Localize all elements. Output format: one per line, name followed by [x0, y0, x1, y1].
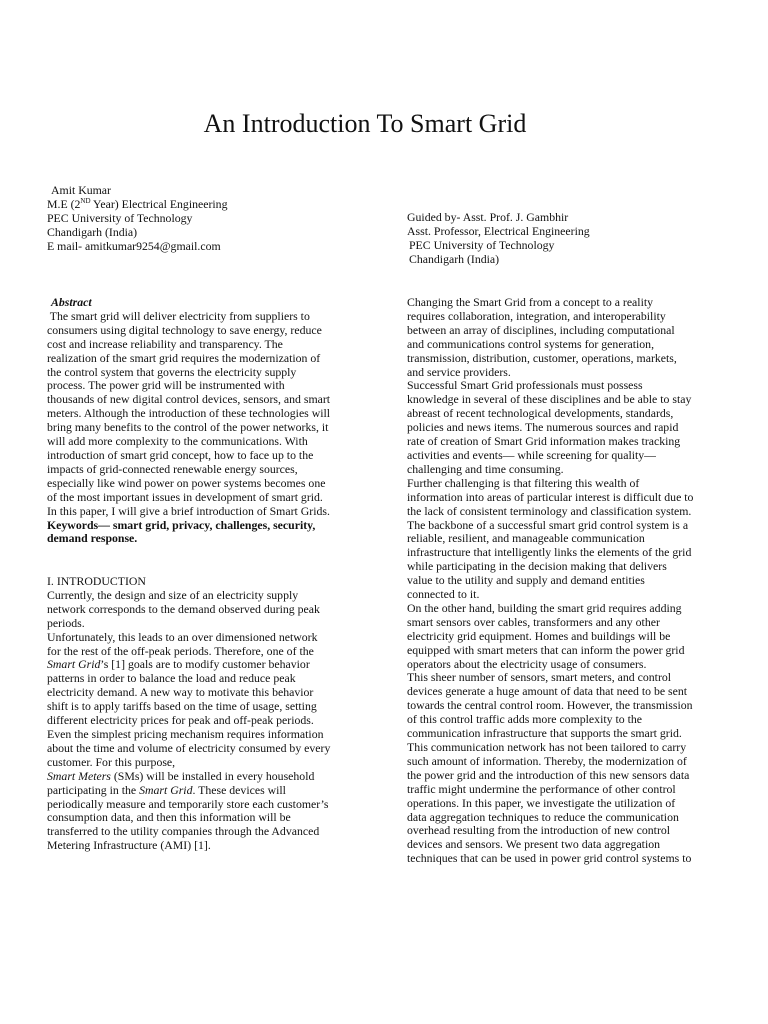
- abstract-section: [47, 296, 347, 546]
- text-line: equipped with smart meters that can inform the power grid: [407, 642, 685, 657]
- introduction-section: [47, 575, 347, 853]
- guide-name: Guided by- Asst. Prof. J. Gambhir: [407, 210, 569, 224]
- text-line: traffic might undermine the performance of other control: [407, 781, 676, 796]
- text-line: impacts of grid-connected renewable energy sources,: [47, 461, 298, 476]
- right-column: [407, 296, 727, 866]
- text-line: Metering Infrastructure (AMI) [1].: [47, 838, 211, 853]
- text-line: challenging and time consuming.: [407, 461, 564, 476]
- text-line: will add more complexity to the communications. With: [47, 434, 308, 449]
- text-line: towards the central control room. However, the transmission: [407, 698, 693, 713]
- author-block: [47, 184, 347, 254]
- text-line: On the other hand, building the smart grid requires adding: [407, 600, 682, 615]
- introduction-body: [47, 589, 347, 659]
- text-line: process. The power grid will be instrumented with: [47, 378, 285, 393]
- text-line: communication infrastructure that supports the smart grid.: [407, 726, 682, 741]
- text-line: Successful Smart Grid professionals must possess: [407, 378, 643, 393]
- text-line: transmission, distribution, customer, operations, markets,: [407, 350, 677, 365]
- text-line: operators about the electricity usage of consumers.: [407, 656, 647, 671]
- text-line: Unfortunately, this leads to an over dimensioned network: [47, 629, 318, 644]
- text-line: Even the simplest pricing mechanism requires information: [47, 726, 324, 741]
- text-line: transferred to the utility companies through the Advanced: [47, 824, 320, 839]
- text-line: customer. For this purpose,: [47, 754, 176, 769]
- text-line: knowledge in several of these disciplines and be able to stay: [407, 392, 692, 407]
- abstract-heading: Abstract: [51, 295, 92, 309]
- text-line: the lack of consistent terminology and classification system.: [407, 503, 692, 518]
- text-line: abreast of recent technological developments, standards,: [407, 406, 674, 421]
- text-line: operations. In this paper, we investigate the utilization of: [407, 795, 676, 810]
- text-line: overhead resulting from the introduction of new control: [407, 823, 671, 838]
- text-line: realization of the smart grid requires the modernization of: [47, 350, 321, 365]
- text-line: bring many benefits to the control of the power networks, it: [47, 420, 329, 435]
- right-column-body: [407, 296, 727, 866]
- text-line: of the most important issues in development of smart grid.: [47, 489, 323, 504]
- text-line: The smart grid will deliver electricity from suppliers to: [47, 308, 310, 323]
- text-line: This sheer number of sensors, smart meters, and control: [407, 670, 672, 685]
- text-line: participating in the Smart Grid. These devices will: [47, 782, 286, 797]
- text-line: activities and events— while screening for quality—: [407, 447, 656, 462]
- text-line: information into areas of particular interest is difficult due to: [407, 489, 694, 504]
- text-line: of this control traffic adds more complexity to the: [407, 712, 643, 727]
- text-line: Smart Grid’s [1] goals are to modify customer behavior: [47, 657, 310, 672]
- text-line: introduction of smart grid concept, how to face up to the: [47, 447, 314, 462]
- text-line: especially like wind power on power systems becomes one: [47, 475, 326, 490]
- text-line: electricity demand. A new way to motivate this behavior: [47, 685, 314, 700]
- text-line: about the time and volume of electricity consumed by every: [47, 740, 331, 755]
- text-line: between an array of disciplines, including computational: [407, 322, 675, 337]
- guide-university: PEC University of Technology: [409, 237, 555, 252]
- text-line: shift is to apply tariffs based on the time of usage, setting: [47, 699, 317, 714]
- introduction-heading: I. INTRODUCTION: [47, 574, 146, 588]
- text-line: devices generate a huge amount of data that need to be sent: [407, 684, 688, 699]
- guide-city: Chandigarh (India): [409, 251, 500, 266]
- text-line: meters. Although the introduction of these technologies will: [47, 406, 331, 421]
- author-name: Amit Kumar: [51, 183, 111, 197]
- author-university: PEC University of Technology: [47, 210, 193, 225]
- text-line: policies and news items. The numerous sources and rapid: [407, 420, 679, 435]
- text-line: Changing the Smart Grid from a concept to a reality: [407, 295, 654, 309]
- author-city: Chandigarh (India): [47, 224, 138, 239]
- text-line: consumers using digital technology to save energy, reduce: [47, 322, 322, 337]
- text-line: and communications control systems for generation,: [407, 336, 655, 351]
- text-line: network corresponds to the demand observed during peak: [47, 601, 320, 616]
- text-line: for the rest of the off-peak periods. Therefore, one of the: [47, 643, 314, 658]
- keywords-line: demand response.: [47, 531, 138, 546]
- author-email: E mail- amitkumar9254@gmail.com: [47, 238, 221, 253]
- text-line: Further challenging is that filtering this wealth of: [407, 475, 640, 490]
- guide-block: [407, 211, 727, 267]
- text-line: value to the utility and supply and demand entities: [407, 573, 645, 588]
- text-line: smart sensors over cables, transformers and any other: [407, 614, 660, 629]
- guide-title: Asst. Professor, Electrical Engineering: [407, 223, 590, 238]
- text-line: techniques that can be used in power grid control systems to: [407, 851, 692, 866]
- keywords-line: Keywords— smart grid, privacy, challenges, security,: [47, 517, 316, 532]
- text-line: devices and sensors. We present two data aggregation: [407, 837, 661, 852]
- introduction-body: [47, 798, 347, 854]
- text-line: requires collaboration, integration, and interoperability: [407, 308, 666, 323]
- text-line: the control system that governs the electricity supply: [47, 364, 297, 379]
- introduction-body: [47, 672, 347, 769]
- paper-title: An Introduction To Smart Grid: [203, 109, 527, 138]
- text-line: periods.: [47, 615, 85, 630]
- text-line: data aggregation techniques to reduce the communication: [407, 809, 679, 824]
- text-line: and service providers.: [407, 364, 511, 379]
- text-line: infrastructure that intelligently links the elements of the grid: [407, 545, 692, 560]
- text-line: Currently, the design and size of an electricity supply: [47, 587, 299, 602]
- text-line: patterns in order to balance the load and reduce peak: [47, 671, 296, 686]
- text-line: periodically measure and temporarily store each customer’s: [47, 796, 329, 811]
- text-line: thousands of new digital control devices, sensors, and smart: [47, 392, 331, 407]
- text-line: the power grid and the introduction of this new sensors data: [407, 767, 690, 782]
- text-line: different electricity prices for peak and off-peak periods.: [47, 713, 314, 728]
- text-line: while participating in the decision making that delivers: [407, 559, 667, 574]
- text-line: Smart Meters (SMs) will be installed in every household: [47, 768, 315, 783]
- text-line: This communication network has not been tailored to carry: [407, 740, 687, 754]
- text-line: connected to it.: [407, 587, 480, 602]
- text-line: In this paper, I will give a brief introduction of Smart Grids.: [47, 503, 330, 518]
- text-line: The backbone of a successful smart grid control system is a: [407, 517, 689, 532]
- text-line: rate of creation of Smart Grid information makes tracking: [407, 434, 681, 449]
- text-line: electricity grid equipment. Homes and buildings will be: [407, 628, 671, 643]
- text-line: such amount of information. Thereby, the modernization of: [407, 753, 687, 768]
- text-line: consumption data, and then this information will be: [47, 810, 291, 825]
- text-line: reliable, resilient, and manageable communication: [407, 531, 645, 546]
- text-line: cost and increase reliability and transparency. The: [47, 336, 283, 351]
- abstract-body: [47, 310, 347, 519]
- author-degree: M.E (2ND Year) Electrical Engineering: [47, 196, 228, 211]
